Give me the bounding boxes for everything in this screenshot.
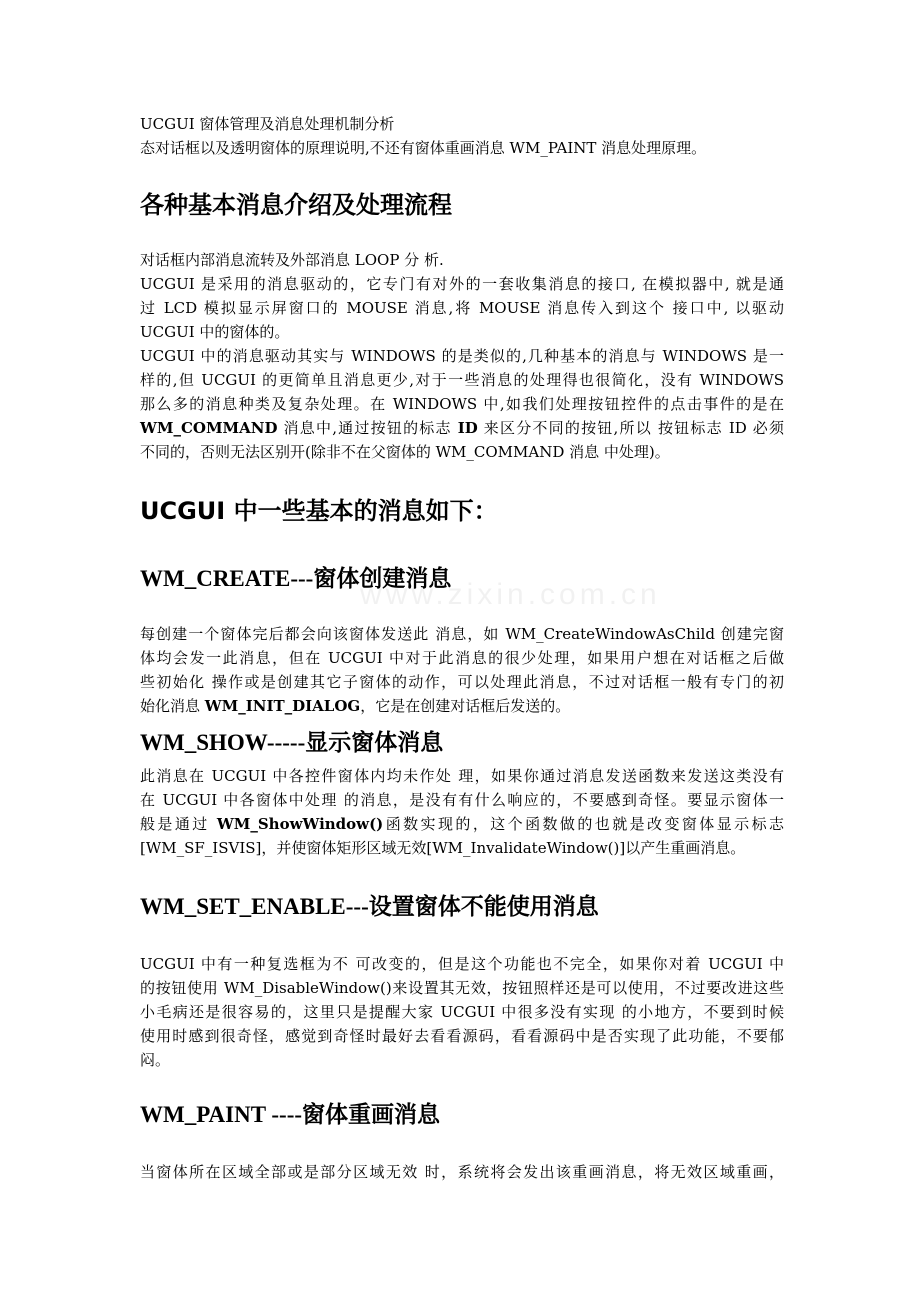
paragraph-text: 函数实现的，这个函数做的也就是改变窗体显示标志 (383, 815, 784, 833)
paragraph-line: 过 LCD 模拟显示屏窗口的 MOUSE 消息,将 MOUSE 消息传入到这个 接口中, 以驱动 (140, 299, 784, 317)
heading-wm-create: WM_CREATE---窗体创建消息 (140, 566, 452, 591)
paragraph-text: 般是通过 (140, 815, 217, 833)
paragraph-line: 样的,但 UCGUI 的更简单且消息更少,对于一些消息的处理得也很简化，没有 WINDOWS (140, 371, 784, 389)
heading-wm-paint: WM_PAINT ----窗体重画消息 (140, 1102, 441, 1127)
paragraph-line (140, 696, 570, 716)
paragraph-line: 不同的，否则无法区别开(除非不在父窗体的 WM_COMMAND 消息 中处理)。 (140, 443, 670, 461)
paragraph-line: 小毛病还是很容易的，这里只是提醒大家 UCGUI 中很多没有实现 的小地方，不要到时候 (140, 1003, 784, 1021)
paragraph-line: 的按钮使用 WM_DisableWindow()来设置其无效，按钮照样还是可以使用，不过要改进这些 (140, 979, 784, 997)
paragraph-line: 对话框内部消息流转及外部消息 LOOP 分 析. (140, 251, 444, 269)
paragraph-line: 使用时感到很奇怪，感觉到奇怪时最好去看看源码，看看源码中是否实现了此功能，不要郁 (140, 1027, 784, 1045)
paragraph-text: 始化消息 (140, 697, 205, 715)
paragraph-text: 来区分不同的按钮,所以 按钮标志 ID 必须 (477, 419, 785, 437)
watermark: www.zixin.com.cn (360, 578, 661, 611)
paragraph-line: UCGUI 是采用的消息驱动的，它专门有对外的一套收集消息的接口, 在模拟器中, 就是通 (140, 275, 784, 293)
paragraph-line: [WM_SF_ISVIS]，并使窗体矩形区域无效[WM_InvalidateWindow()]以产生重画消息。 (140, 839, 746, 857)
keyword-wm-showwindow: WM_ShowWindow() (216, 815, 384, 833)
paragraph-line: 每创建一个窗体完后都会向该窗体发送此 消息，如 WM_CreateWindowAsChild 创建完窗 (140, 625, 784, 643)
heading-wm-set-enable: WM_SET_ENABLE---设置窗体不能使用消息 (140, 894, 599, 919)
paragraph-line: 闷。 (140, 1051, 171, 1069)
paragraph-line: UCGUI 中有一种复选框为不 可改变的，但是这个功能也不完全，如果你对着 UCGUI 中 (140, 955, 784, 973)
paragraph-line: 当窗体所在区域全部或是部分区域无效 时，系统将会发出该重画消息，将无效区域重画， (140, 1163, 784, 1181)
paragraph-line: UCGUI 中的窗体的。 (140, 323, 290, 341)
paragraph-line: UCGUI 中的消息驱动其实与 WINDOWS 的是类似的,几种基本的消息与 WINDOWS 是一 (140, 347, 784, 365)
keyword-wm-command: WM_COMMAND (140, 419, 278, 437)
paragraph-line: 体均会发一此消息，但在 UCGUI 中对于此消息的很少处理，如果用户想在对话框之后做 (140, 649, 784, 667)
paragraph-line (140, 814, 784, 834)
doc-subtitle: 态对话框以及透明窗体的原理说明,不还有窗体重画消息 WM_PAINT 消息处理原理。 (140, 139, 707, 157)
paragraph-line (140, 418, 784, 438)
paragraph-line: 那么多的消息种类及复杂处理。在 WINDOWS 中,如我们处理按钮控件的点击事件的是在 (140, 395, 784, 413)
paragraph-line: 在 UCGUI 中各窗体中处理 的消息，是没有有什么响应的，不要感到奇怪。要显示窗体一 (140, 791, 784, 809)
keyword-wm-init-dialog: WM_INIT_DIALOG (204, 697, 361, 715)
paragraph-line: 此消息在 UCGUI 中各控件窗体内均未作处 理，如果你通过消息发送函数来发送这类没有 (140, 767, 784, 785)
section-heading-basic-messages: 各种基本消息介绍及处理流程 (140, 191, 452, 219)
paragraph-line: 些初始化 操作或是创建其它子窗体的动作，可以处理此消息，不过对话框一般有专门的初 (140, 673, 784, 691)
heading-wm-show: WM_SHOW-----显示窗体消息 (140, 730, 444, 755)
doc-title: UCGUI 窗体管理及消息处理机制分析 (140, 115, 395, 133)
paragraph-text: ，它是在创建对话框后发送的。 (360, 697, 571, 715)
paragraph-text: 消息中,通过按钮的标志 (277, 419, 458, 437)
keyword-id: ID (457, 419, 478, 437)
section-heading-message-list: UCGUI 中一些基本的消息如下： (140, 497, 498, 525)
